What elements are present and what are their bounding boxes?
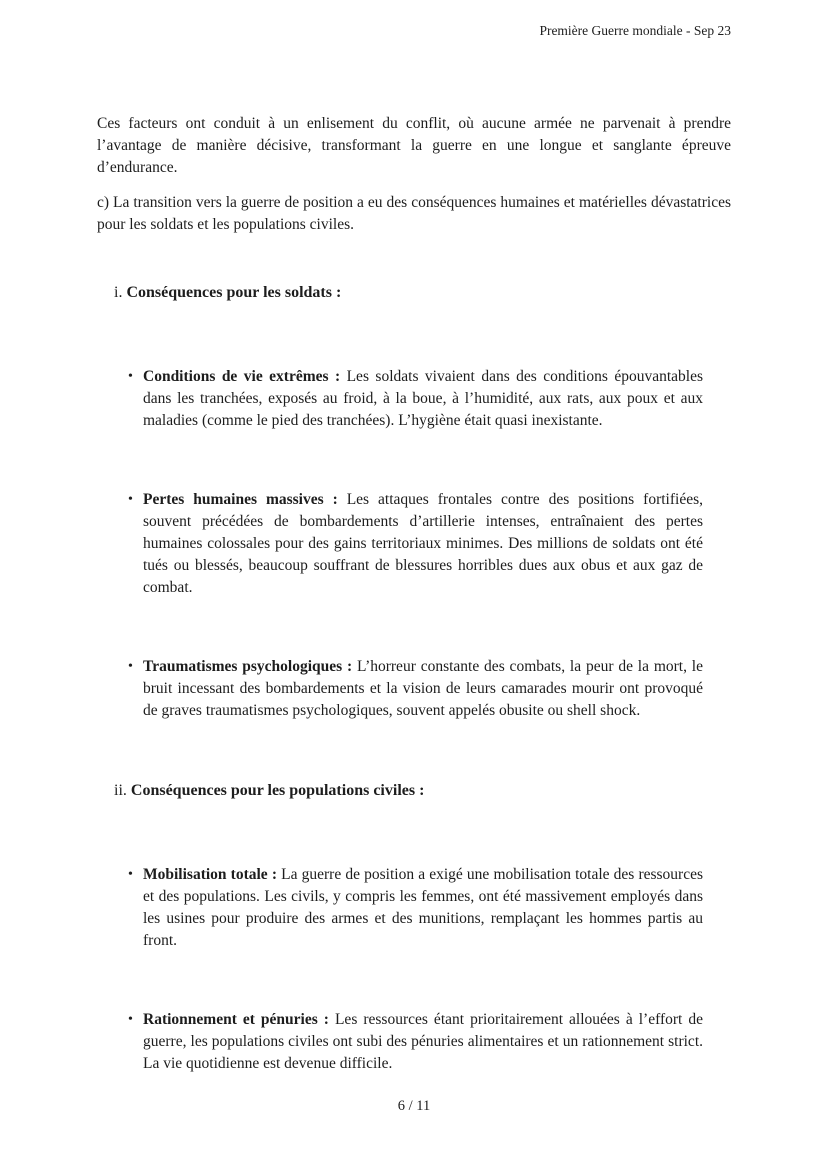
list-item <box>97 864 731 952</box>
section-marker: i. <box>114 284 123 301</box>
list-item-label: Mobilisation totale : <box>143 866 277 883</box>
section-marker: ii. <box>114 782 127 799</box>
section-title: Conséquences pour les populations civiles : <box>130 782 425 799</box>
list-item-body <box>143 489 703 599</box>
section-title: Conséquences pour les soldats : <box>126 284 342 301</box>
bullet-icon: • <box>128 659 133 674</box>
page-header: Première Guerre mondiale - Sep 23 <box>539 23 731 38</box>
page-number: 6 / 11 <box>397 1098 431 1114</box>
list-item-body <box>143 656 703 722</box>
list-item-text: Les attaques frontales contre des positions fortifiées, souvent précédées de bombardements d’artillerie intenses, entraînaient des pertes humaines colossales pour des gains territoriaux minimes. Des millions de soldats ont été tués ou blessés, beaucoup souffrant de blessures horribles dues aux obus et aux gaz de combat. <box>143 491 703 596</box>
list-item <box>97 366 731 432</box>
list-item-text: La guerre de position a exigé une mobilisation totale des ressources et des populations. Les civils, y compris les femmes, ont été massivement employés dans les usines pour produire des armes et des munitions, remplaçant les hommes partis au front. <box>143 866 704 949</box>
document-content <box>97 0 731 1075</box>
intro-paragraph-c: c) La transition vers la guerre de position a eu des conséquences humaines et matérielles dévastatrices pour les soldats et les populations civiles. <box>97 194 731 233</box>
bullet-icon: • <box>128 1012 133 1027</box>
list-item-body <box>143 366 703 432</box>
list-item-text: L’horreur constante des combats, la peur de la mort, le bruit incessant des bombardements et la vision de leurs camarades mourir ont provoqué de graves traumatismes psychologiques, souvent appelés obusite ou shell shock. <box>143 658 703 719</box>
list-item <box>97 489 731 599</box>
list-item-body <box>143 864 703 952</box>
list-item-label: Rationnement et pénuries : <box>143 1011 329 1028</box>
list-item-text: Les soldats vivaient dans des conditions épouvantables dans les tranchées, exposés au froid, à la boue, à l’humidité, aux rats, aux poux et aux maladies (comme le pied des tranchées). L’hygiène était quasi inexistante. <box>143 368 703 429</box>
list-item-text: Les ressources étant prioritairement allouées à l’effort de guerre, les populations civiles ont subi des pénuries alimentaires et un rationnement strict. La vie quotidienne est devenue difficile. <box>143 1011 703 1072</box>
list-item-body <box>143 1009 703 1075</box>
bullet-icon: • <box>128 369 133 384</box>
intro-paragraph: Ces facteurs ont conduit à un enlisement du conflit, où aucune armée ne parvenait à prendre l’avantage de manière décisive, transformant la guerre en une longue et sanglante épreuve d’endurance. <box>97 115 731 176</box>
list-item <box>97 1009 731 1075</box>
section-heading-soldiers <box>114 282 731 304</box>
bullet-icon: • <box>128 867 133 882</box>
bullet-icon: • <box>128 492 133 507</box>
list-item-label: Pertes humaines massives : <box>143 491 338 508</box>
section-heading-civilians <box>114 780 731 802</box>
list-item-label: Traumatismes psychologiques : <box>143 658 353 675</box>
list-item <box>97 656 731 722</box>
list-item-label: Conditions de vie extrêmes : <box>143 368 341 385</box>
